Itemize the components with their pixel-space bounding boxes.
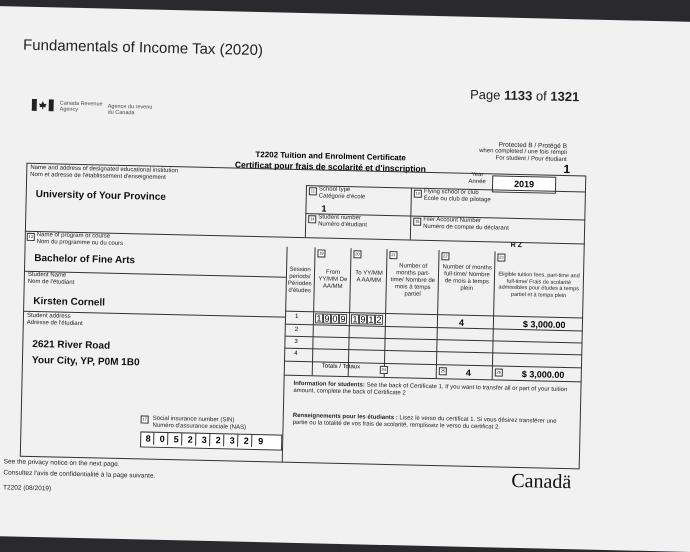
- student-name-label: Student Name Nom de l'étudiant: [27, 271, 75, 286]
- to-digit: 9: [360, 314, 366, 325]
- total-fees: $ 3,000.00: [521, 369, 565, 381]
- address-line2: Your City, YP, P0M 1B0: [31, 354, 140, 369]
- program-label: Name of program or course Nom du programme ou du cours: [36, 232, 124, 247]
- from-digit: 9: [340, 313, 346, 325]
- agency-name-fr: Agence du revenu du Canada: [107, 103, 153, 117]
- info-students-fr: Renseignements pour les étudiants : Lisez le verso du certificat 1. Si vous désirez transférer une partie ou la totalité de vos frais de scolarité, remplissez le verso du certificat 2.: [292, 412, 557, 431]
- from-digit: 0: [332, 313, 338, 324]
- protected-notice: Protected B / Protégé B when completed / une fois rempli For student / Pour étudiant: [479, 141, 568, 164]
- school-type-value: 1: [321, 203, 327, 214]
- total-full-time: 4: [465, 367, 471, 378]
- book-title: Fundamentals of Income Tax (2020): [22, 36, 264, 60]
- canada-wordmark: Canadä: [511, 469, 572, 494]
- to-header: To YY/MM A AA/MM: [355, 270, 383, 284]
- sin-field: 8 0 5 2 3 2 3 2 9: [140, 431, 282, 450]
- canada-flag-icon: [32, 99, 54, 111]
- full-time-header: Number of months full-time/ Nombre de mois à temps plein: [442, 264, 492, 292]
- copy-number: 1: [563, 161, 571, 177]
- student-number-label: Student number Numéro d'étudiant: [318, 214, 368, 229]
- part-time-header: Number of months part-time/ Nombre de mois à temps partiel: [390, 263, 436, 298]
- school-type-label: School type Catégorie d'école: [318, 186, 366, 201]
- to-digit: 1: [368, 314, 374, 325]
- full-time-months: 4: [458, 317, 465, 328]
- student-name: Kirsten Cornell: [33, 295, 106, 309]
- fees-header: Eligible tuition fees, part-time and full-time/ Frais de scolarité admissibles pour études à temps partiel et à temps plein: [498, 271, 580, 299]
- form-id: T2202 (08/2019): [2, 484, 52, 493]
- year-label: Year Année: [468, 171, 486, 186]
- page-indicator: Page 1133 of 1321: [469, 86, 580, 105]
- document-page: [0, 6, 690, 552]
- year-field: 2019: [492, 175, 556, 193]
- to-digit: 2: [376, 314, 382, 325]
- agency-name-en: Canada Revenue Agency: [59, 100, 103, 113]
- address-line1: 2621 River Road: [32, 338, 111, 352]
- privacy-notice: See the privacy notice on the next page. Consultez l'avis de confidentialité à la page suivante.: [3, 458, 156, 480]
- to-digit: 1: [352, 314, 358, 325]
- from-digit: 9: [324, 313, 330, 324]
- program-name: Bachelor of Fine Arts: [34, 252, 136, 267]
- totals-label: Totals / Totaux: [321, 363, 361, 371]
- from-digit: 1: [316, 313, 322, 324]
- filer-account-rz: R Z: [510, 241, 523, 250]
- info-students-en: Information for students: See the back of Certificate 1. If you want to transfer all or part of your tuition amount, complete the back of Certificate 2: [293, 380, 568, 397]
- student-address-label: Student address Adresse de l'étudiant: [26, 312, 83, 328]
- form-title: T2202 Tuition and Enrolment Certificate Certificat pour frais de scolarité et d'inscription: [234, 149, 426, 174]
- institution-name: University of Your Province: [35, 188, 167, 203]
- from-header: From YY/MM De AA/MM: [318, 269, 348, 290]
- filer-account-label: Filer Account Number Numéro de compte du déclarant: [423, 216, 509, 232]
- tuition-fees: $ 3,000.00: [522, 319, 566, 331]
- flying-school-label: Flying school or club École ou club de pilotage: [423, 188, 491, 204]
- institution-label: Name and address of designated educational institution Nom et adresse de l'établissement d'enseignement: [30, 164, 179, 181]
- t2202-form: Name and address of designated educational institution Nom et adresse de l'établissement d'enseignement University of Your Province 11 School type Catégorie d'école 1 12 Flying school or club École ou club de pilotage 14 Student number Numéro d'étudiant 15 Filer Account Number Numéro de compte du déclarant R Z 13 Name of program or course Nom du programme ou du cours Bachelor of Fine Arts Student Name Nom de l'étudiant Kirsten Cornell Student address Adresse de l'étudiant 2621 River Road Your City, YP, P0M 1B0 Session periods/ Périodes d'études 19 From YY/MM De AA/MM 20 To YY/MM A AA/MM 21 Number of months part-time/ Nombre de mois à temps partiel 22 Number of months full-time/ Nombre de mois à temps plein 23 Eligible tuition fees, part-time and full-time/ Frais de scolarité admissibles pour études à temps partiel et à temps plein 1 2 3 4 1 9 0 9 1 9 1 2 4 $ 3,000.00 Totals / Totaux 24 25 4 26 $ 3,000.00 Information for students: See the back of Certificate 1. If you want to transfer all or part of your tuition amount, complete the back of Certificate 2 Renseignements pour les étudiants : Lisez le verso du certificat 1. Si vous désirez transférer une partie ou la totalité de vos frais de scolarité, remplissez le verso du certificat 2. 17 Social insurance number (SIN) Numéro d'assurance sociale (NAS) 8 0 5 2 3 2 3 2 9: [20, 163, 587, 470]
- sin-label: Social insurance number (SIN) Numéro d'assurance sociale (NAS): [152, 415, 247, 431]
- session-header: Session periods/ Périodes d'études: [287, 266, 312, 295]
